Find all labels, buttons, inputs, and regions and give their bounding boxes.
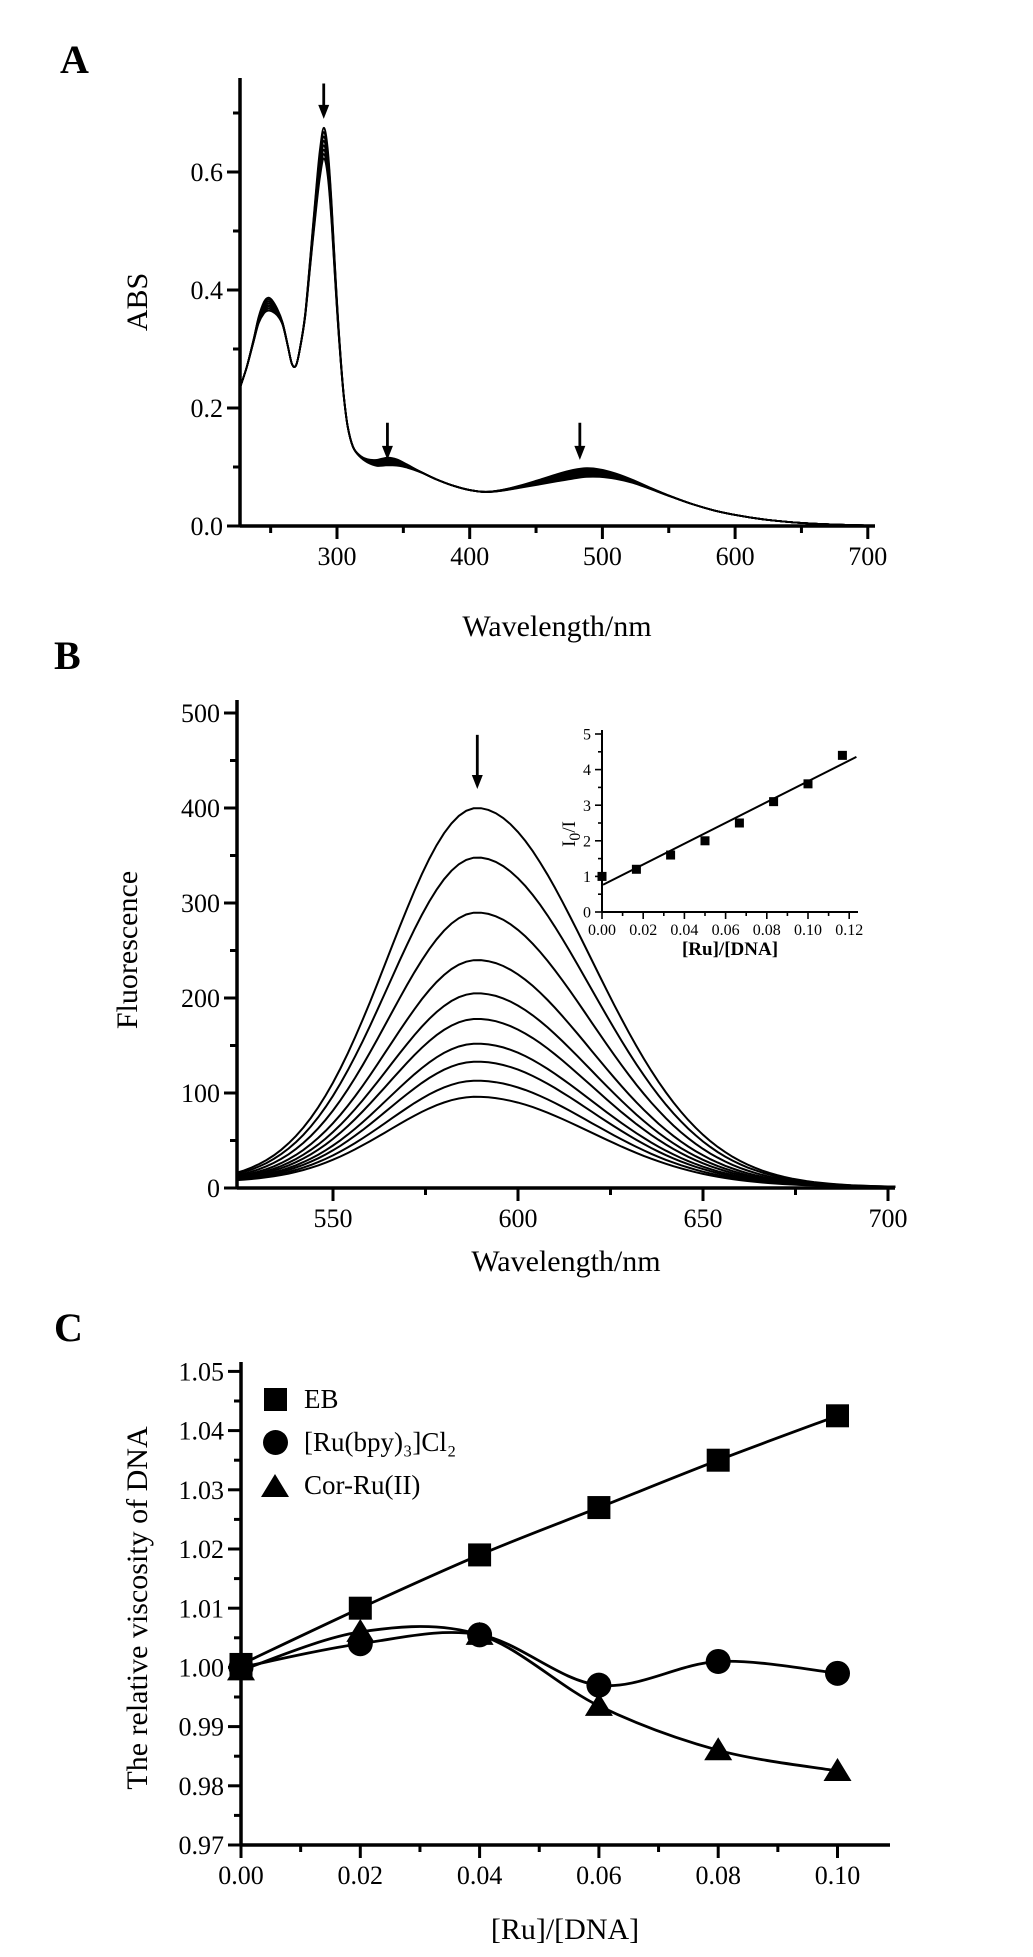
panel-b-letter: B [54,633,81,678]
inset-data-point [769,797,778,806]
x-tick-label: 0.00 [588,922,616,939]
legend-item-eb [258,1378,456,1421]
emission-curve [237,1097,896,1187]
x-tick-label: 600 [498,1204,538,1233]
emission-curve [237,960,896,1187]
x-tick-label: 0.00 [218,1861,264,1890]
x-tick-label: 600 [715,542,755,571]
legend-label: [Ru(bpy)₃]Cl₂ [304,1427,457,1457]
absorbance-curve [240,158,872,525]
panel-a-yaxis-title: ABS [121,272,154,332]
absorbance-curve [240,150,872,526]
x-tick-label: 0.06 [711,922,740,939]
x-tick-label: 550 [313,1204,353,1233]
x-tick-label: 300 [317,542,357,571]
x-tick-label: 0.10 [794,922,822,939]
inset-ylabel-sub: 0 [566,832,584,841]
inset-data-point [632,865,641,874]
y-tick-label: 1.04 [178,1416,224,1446]
legend-label: Cor-Ru(II) [304,1470,421,1500]
x-tick-label: 0.04 [456,1861,503,1890]
x-tick-label: 0.02 [629,922,658,939]
y-tick-label: 100 [181,1079,220,1109]
square-marker-icon [258,1388,292,1411]
inset-yaxis-title [559,821,585,847]
x-tick-label: 700 [848,542,888,571]
absorbance-curve [240,154,872,525]
x-tick-label: 0.06 [576,1861,622,1890]
y-tick-label: 0.6 [190,158,223,188]
x-tick-label: 0.08 [752,922,781,939]
absorbance-curve [240,145,872,525]
absorbance-curve [240,141,872,526]
inset-data-point [701,836,710,845]
legend-label: EB [304,1384,339,1414]
emission-curve [237,913,896,1187]
triangle-marker-icon [258,1474,292,1497]
x-tick-label: 0.08 [695,1861,741,1890]
x-tick-label: 0.12 [835,922,864,939]
stern-volmer-inset [583,727,863,939]
y-tick-label: 0.0 [190,512,223,542]
y-tick-label: 400 [181,794,220,824]
fit-line [603,757,856,885]
inset-data-point [804,779,813,788]
absorbance-curve [240,136,872,525]
y-tick-label: 4 [583,762,591,780]
absorbance-curve [240,132,872,525]
panel-a-plot [191,78,888,571]
x-tick-label: 0.04 [670,922,699,939]
x-tick-label: 0.10 [814,1861,861,1890]
inset-data-point [598,872,607,881]
series-line-circle [241,1633,838,1686]
panel-a-arrows [318,84,585,460]
y-tick-label: 0 [583,904,591,922]
y-tick-label: 300 [181,889,220,919]
square-marker [826,1404,849,1427]
y-tick-label: 2 [583,833,591,851]
y-tick-label: 0.98 [178,1771,224,1801]
y-tick-label: 1.00 [178,1653,224,1683]
x-tick-label: 650 [683,1204,723,1233]
square-marker [587,1496,610,1519]
y-tick-label: 500 [181,699,220,729]
triangle-marker [585,1693,613,1716]
panel-a-absorbance-curves [240,128,872,526]
square-marker [468,1543,491,1566]
panel-c-legend [258,1378,456,1507]
panel-c-letter: C [54,1305,83,1350]
panel-c-xaxis-title: [Ru]/[DNA] [490,1913,640,1946]
panel-b-xaxis-title: Wavelength/nm [471,1245,661,1278]
panel-a-letter: A [60,37,89,82]
legend-item-rubpy [258,1421,456,1464]
inset-data-point [735,819,744,828]
x-tick-label: 500 [582,542,622,571]
panel-c-yaxis-title: The relative viscosity of DNA [121,1426,154,1790]
inset-ylabel-rest: /I [559,821,581,833]
x-tick-label: 400 [450,542,490,571]
y-tick-label: 1 [583,869,591,886]
circle-marker-icon [258,1430,292,1455]
inset-xaxis-title: [Ru]/[DNA] [681,939,779,960]
circle-marker [825,1661,850,1686]
y-tick-label: 1.02 [178,1535,224,1565]
circle-marker [706,1649,731,1674]
y-tick-label: 3 [583,797,591,815]
y-tick-label: 200 [181,984,220,1014]
y-tick-label: 0.2 [190,394,223,424]
y-tick-label: 1.03 [178,1475,224,1505]
emission-curve [237,1081,896,1187]
inset-ylabel-base: I [559,840,581,847]
y-tick-label: 0 [207,1174,220,1204]
x-tick-label: 0.02 [337,1861,384,1890]
y-tick-label: 1.05 [178,1357,224,1387]
inset-data-point [666,851,675,860]
panel-b-arrow [472,735,483,789]
emission-curve [237,1044,896,1187]
panel-a-xaxis-title: Wavelength/nm [462,610,652,643]
y-tick-label: 1.01 [178,1594,224,1624]
square-marker [707,1449,730,1472]
y-tick-label: 0.99 [178,1712,224,1742]
legend-item-corru [258,1464,456,1507]
panel-b-yaxis-title: Fluorescence [111,870,144,1030]
absorbance-curve [240,128,872,526]
panel-b-emission-curves [237,808,896,1187]
y-tick-label: 0.4 [190,276,223,306]
square-marker [349,1597,372,1620]
inset-data-point [838,751,847,760]
y-tick-label: 5 [583,726,591,744]
x-tick-label: 700 [868,1204,908,1233]
y-tick-label: 0.97 [178,1831,224,1861]
